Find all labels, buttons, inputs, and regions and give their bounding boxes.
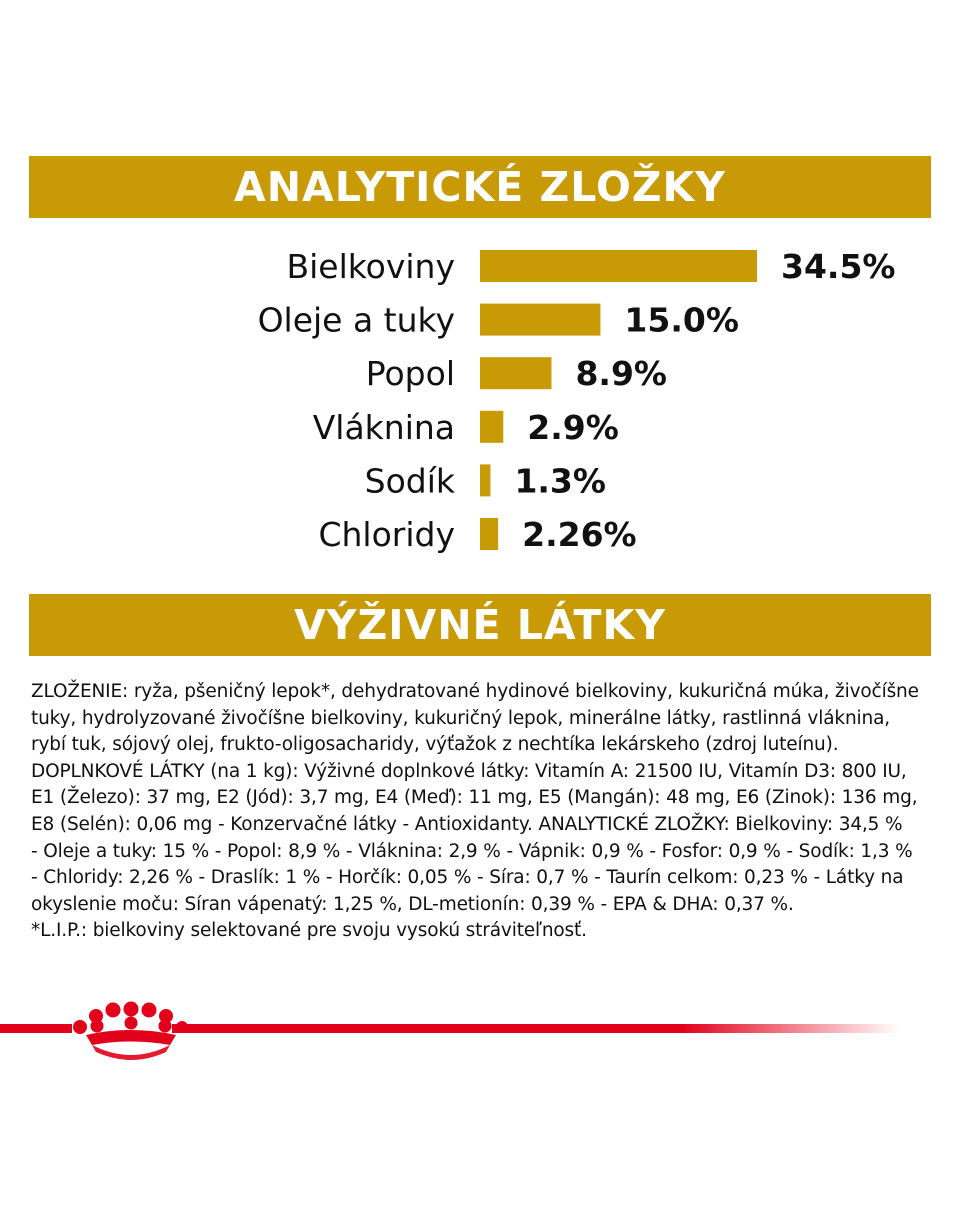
bar [480, 304, 600, 336]
value-label: 15.0% [624, 300, 739, 340]
brand-stripe-right [172, 1024, 900, 1033]
bar [480, 464, 490, 496]
category-label: Bielkoviny [286, 247, 455, 286]
nutrients-title: VÝŽIVNÉ LÁTKY [294, 601, 666, 649]
value-label: 1.3% [514, 461, 606, 501]
value-label: 8.9% [575, 354, 667, 394]
value-label: 2.9% [527, 407, 619, 447]
bar [480, 357, 551, 389]
analytic-components-banner [29, 156, 931, 218]
category-label: Popol [365, 354, 455, 394]
category-label: Chloridy [318, 515, 455, 554]
category-label: Sodík [364, 461, 455, 501]
crown-icon [73, 1002, 188, 1061]
bar [480, 411, 503, 443]
brand-stripe-left [0, 1024, 72, 1033]
nutrients-banner [29, 594, 931, 656]
category-label: Vláknina [312, 407, 455, 447]
analytic-bar-chart [0, 230, 960, 570]
bar [480, 250, 757, 282]
bar [480, 518, 498, 550]
category-label: Oleje a tuky [257, 300, 455, 340]
value-label: 34.5% [781, 247, 896, 286]
brand-footer [0, 995, 960, 1065]
value-label: 2.26% [522, 515, 637, 554]
analytic-components-title: ANALYTICKÉ ZLOŽKY [233, 163, 726, 211]
composition-text: ZLOŽENIE: ryža, pšeničný lepok*, dehydratované hydinové bielkoviny, kukuričná múka, živočíšne tuky, hydrolyzované živočíšne bielkoviny, kukuričný lepok, minerálne látky, rastlinná vláknina, rybí tuk, sójový olej, frukto-oligosacharidy, výťažok z nechtíka lekárskeho (zdroj luteínu). DOPLNKOVÉ LÁTKY (na 1 kg): Výživné doplnkové látky: Vitamín A: 21500 IU, Vitamín D3: 800 IU, E1 (Železo): 37 mg, E2 (Jód): 3,7 mg, E4 (Meď): 11 mg, E5 (Mangán): 48 mg, E6 (Zinok): 136 mg, E8 (Selén): 0,06 mg - Konzervačné látky - Antioxidanty. ANALYTICKÉ ZLOŽKY: Bielkoviny: 34,5 % - Oleje a tuky: 15 % - Popol: 8,9 % - Vláknina: 2,9 % - Vápnik: 0,9 % - Fosfor: 0,9 % - Sodík: 1,3 % - Chloridy: 2,26 % - Draslík: 1 % - Horčík: 0,05 % - Síra: 0,7 % - Taurín celkom: 0,23 % - Látky na okyslenie moču: Síran vápenatý: 1,25 %, DL-metionín: 0,39 % - EPA & DHA: 0,37 %. *L.I.P.: bielkoviny selektované pre svoju vysokú stráviteľnosť. [31, 681, 919, 942]
